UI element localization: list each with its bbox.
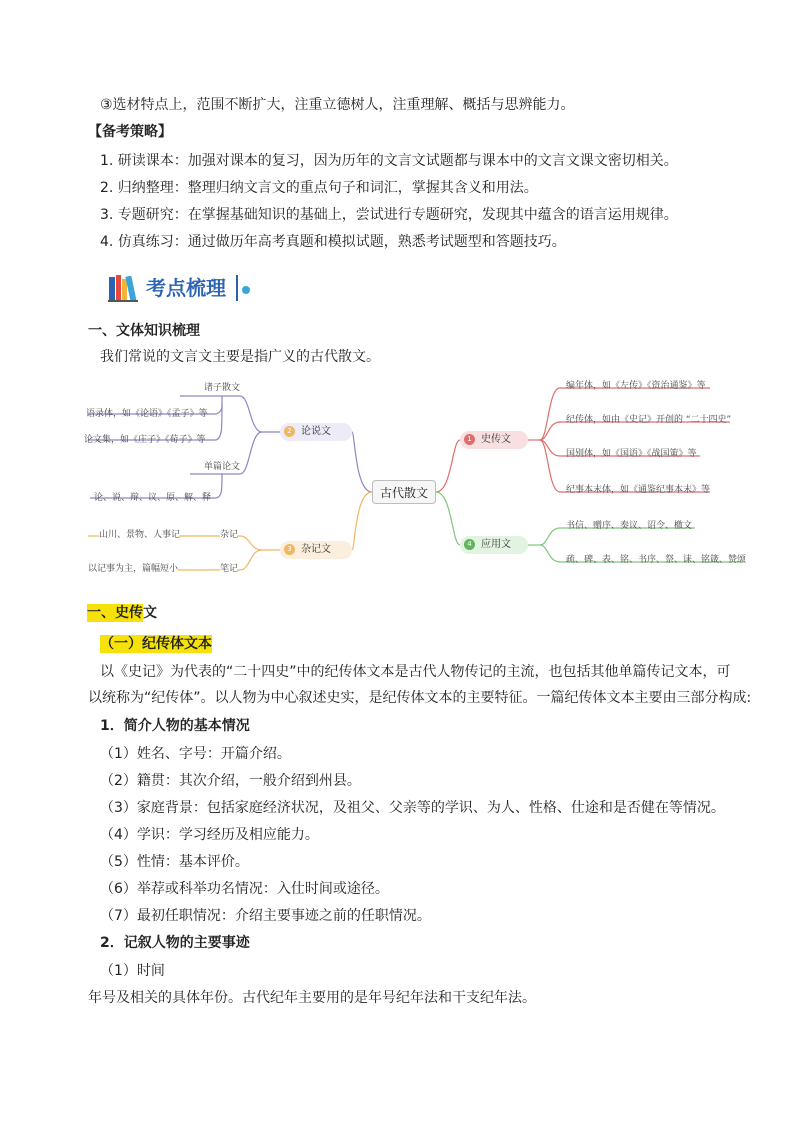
basic-info-item: （4）学识：学习经历及相应能力。 — [100, 827, 319, 843]
node-label: 杂记文 — [301, 544, 331, 555]
node-label: 论说文 — [301, 426, 331, 437]
section1-intro: 我们常说的文言文主要是指广义的古代散文。 — [100, 349, 380, 365]
leaf-danpian: 单篇论文 — [204, 462, 241, 472]
point2-sub1: （1）时间 — [100, 963, 165, 979]
point1-heading: 1．简介人物的基本情况 — [100, 718, 250, 734]
node-yingyongwen — [460, 536, 528, 554]
basic-info-item: （7）最初任职情况：介绍主要事迹之前的任职情况。 — [100, 908, 431, 924]
mindmap-center-node: 古代散文 — [372, 480, 436, 504]
leaf-jishibenmoti: 纪事本末体，如《通鉴纪事本末》等 — [566, 485, 711, 495]
leaf-biji-src: 以记事为主，篇幅短小 — [88, 564, 179, 574]
node-badge: 3 — [284, 544, 295, 555]
leaf-biannianti: 编年体，如《左传》《资治通鉴》等 — [566, 381, 706, 391]
section2-heading: 一、史传文 — [87, 605, 157, 621]
leaf-jizhuanti: 纪传体，如由《史记》开创的 “二十四史” — [566, 415, 732, 425]
basic-info-item: （2）籍贯：其次介绍，一般介绍到州县。 — [100, 773, 361, 789]
node-lunshuwen — [280, 423, 352, 441]
strategy-item: 3. 专题研究：在掌握基础知识的基础上，尝试进行专题研究，发现其中蕴含的语言运用规律。 — [100, 207, 678, 223]
node-shizhuanwen — [460, 431, 528, 449]
strategy-item: 1. 研读课本：加强对课本的复习，因为历年的文言文试题都与课本中的文言文课文密切相关。 — [100, 153, 678, 169]
leaf-guobieti: 国别体，如《国语》《战国策》等 — [566, 449, 697, 459]
basic-info-item: （6）举荐或科举功名情况：入仕时间或途径。 — [100, 881, 389, 897]
intro-line: ③选材特点上，范围不断扩大，注重立德树人，注重理解、概括与思辨能力。 — [100, 97, 575, 113]
leaf-lunwenji: 论文集，如《庄子》《荀子》等 — [84, 435, 206, 445]
section2-para-line2: 以统称为“纪传体”。以人物为中心叙述史实，是纪传体文本的主要特征。一篇纪传体文本主要由三部分构成: — [88, 690, 752, 706]
basic-info-item: （1）姓名、字号：开篇介绍。 — [100, 746, 291, 762]
leaf-biji: 笔记 — [220, 564, 239, 574]
last-paragraph: 年号及相关的具体年份。古代纪年主要用的是年号纪年法和干支纪年法。 — [88, 990, 536, 1006]
section1-heading: 一、文体知识梳理 — [88, 323, 200, 339]
strategy-item: 4. 仿真练习：通过做历年高考真题和模拟试题，熟悉考试题型和答题技巧。 — [100, 234, 566, 250]
leaf-zhuzi: 诸子散文 — [204, 383, 241, 393]
leaf-lun-types: 论、说、辩、议、原、解、释 — [94, 493, 212, 503]
node-label: 应用文 — [481, 539, 511, 550]
banner-title: 考点梳理 — [146, 276, 226, 300]
point2-heading: 2．记叙人物的主要事迹 — [100, 935, 250, 951]
basic-info-item: （3）家庭背景：包括家庭经济状况，及祖父、父亲等的学识、为人、性格、仕途和是否健在等情况。 — [100, 800, 725, 816]
leaf-shuxin: 书信、赠序、奏议、诏令、檄文 — [566, 521, 693, 531]
leaf-yulu: 语录体，如《论语》《孟子》等 — [86, 409, 208, 419]
leaf-zaji: 杂记 — [220, 530, 239, 540]
node-label: 史传文 — [481, 434, 511, 445]
basic-info-item: （5）性情：基本评价。 — [100, 854, 249, 870]
leaf-zaji-src: 山川、景物、人事记 — [99, 530, 181, 540]
node-badge: 1 — [464, 434, 475, 445]
node-zajiwen — [280, 541, 352, 559]
strategy-item: 2. 归纳整理：整理归纳文言文的重点句子和词汇，掌握其含义和用法。 — [100, 180, 538, 196]
strategy-heading: 【备考策略】 — [88, 124, 172, 140]
node-badge: 2 — [284, 426, 295, 437]
section2-subheading: （一）纪传体文本 — [100, 636, 212, 652]
node-badge: 4 — [464, 539, 475, 550]
section2-para-line1: 以《史记》为代表的“二十四史”中的纪传体文本是古代人物传记的主流，也包括其他单篇传记文本，可 — [100, 664, 731, 680]
leaf-shu-bei: 疏、碑、表、铭、书序、祭、诔、铭箴、赞颂 — [566, 555, 747, 565]
